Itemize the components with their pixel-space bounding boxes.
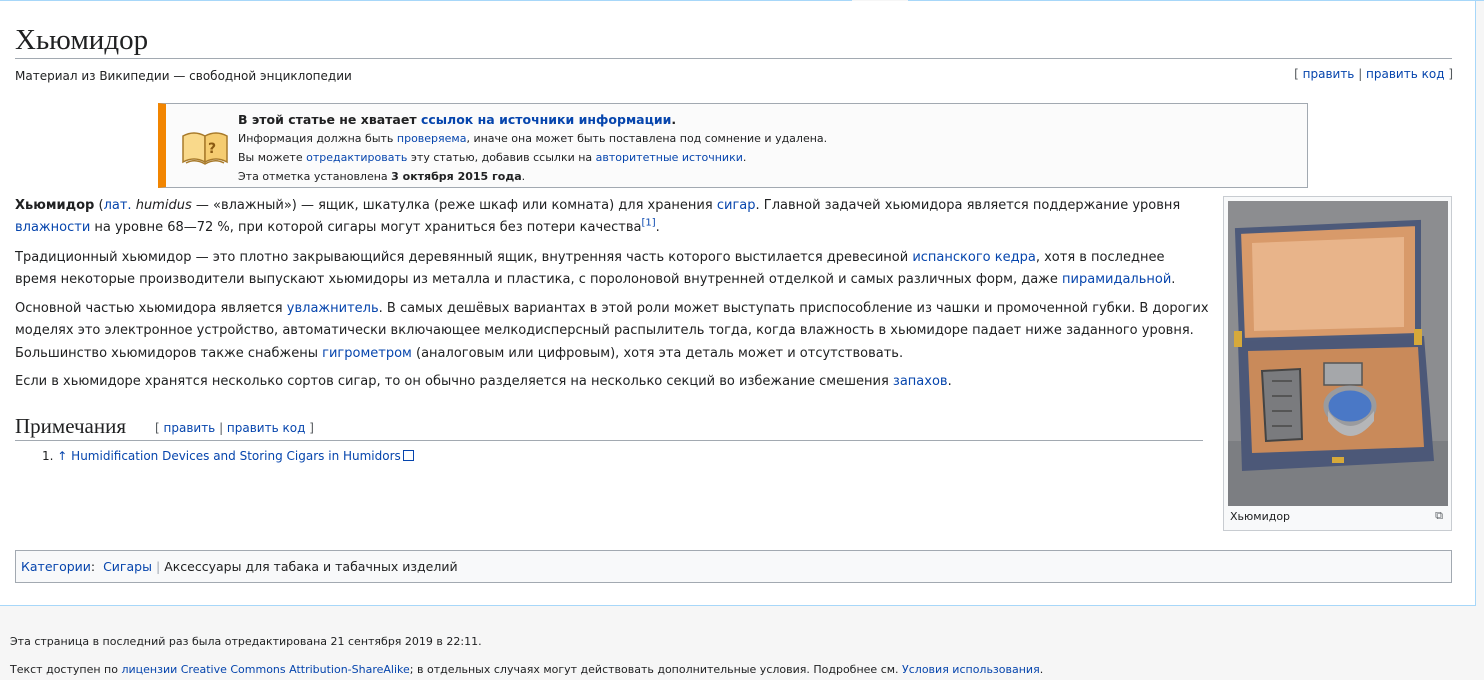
image-caption: Хьюмидор: [1230, 510, 1291, 523]
references-list: 1. ↑ Humidification Devices and Storing Cigars in Humidors: [42, 448, 414, 464]
license-link[interactable]: лицензии Creative Commons Attribution-ShareAlike: [121, 663, 410, 676]
svg-text:?: ?: [208, 141, 217, 157]
terms-link[interactable]: Условия использования: [902, 663, 1040, 676]
spanish-cedar-link[interactable]: испанского кедра: [912, 250, 1036, 265]
humidor-image[interactable]: [1228, 201, 1448, 506]
license-info: Текст доступен по лицензии Creative Commons Attribution-ShareAlike; в отдельных случаях могут действовать дополнительные условия. Подробнее см. Условия использования.: [10, 663, 1044, 676]
external-reference-link[interactable]: Humidification Devices and Storing Cigars in Humidors: [71, 449, 401, 463]
refimprove-notice: [158, 103, 1308, 188]
categories-label-link[interactable]: Категории: [21, 559, 91, 574]
page-title: Хьюмидор: [15, 24, 149, 56]
humidifier-link[interactable]: увлажнитель: [286, 301, 379, 316]
notice-text: В этой статье не хватает ссылок на источники информации. Информация должна быть проверяема, иначе она может быть поставлена под сомнение и удалена. Вы можете отредактировать эту статью, добавив ссылки на авторитетные источники. Эта отметка установлена 3 октября 2015 года.: [238, 112, 828, 183]
smells-link[interactable]: запахов: [892, 374, 948, 389]
edit-article-link[interactable]: отредактировать: [306, 151, 408, 164]
article-subject: Хьюмидор: [15, 198, 95, 213]
notes-edit-links: [ править | править код ]: [155, 421, 314, 435]
edit-code-link[interactable]: править код: [1366, 67, 1445, 81]
last-edited-info: Эта страница в последний раз была отредактирована 21 сентября 2019 в 22:11.: [10, 635, 482, 648]
reference-1-link[interactable]: [1]: [641, 218, 656, 230]
category-tobacco-accessories[interactable]: Аксессуары для табака и табачных изделий: [164, 559, 458, 574]
verifiability-link[interactable]: проверяема: [396, 132, 467, 145]
content-area: [0, 1, 1476, 606]
paragraph-3: Основной частью хьюмидора является увлажнитель. В самых дешёвых вариантах в этой роли может выступать приспособление из чашки и промоченной губки. В дорогих моделях это электронное устройство, автоматически включающее мелкодисперсный распылитель тогда, когда влажность в хьюмидоре падает ниже заданного уровня. Большинство хьюмидоров также снабжены гигрометром (аналоговым или цифровым), хотя эта деталь может и отсутствовать.: [15, 301, 1209, 361]
site-subtitle: Материал из Википедии — свободной энциклопедии: [15, 69, 352, 83]
category-cigars[interactable]: Сигары: [103, 559, 152, 574]
notes-edit-code-link[interactable]: править код: [226, 421, 306, 435]
humidor-photo: [1228, 201, 1448, 506]
external-link-icon: [403, 450, 414, 461]
notes-heading: Примечания: [15, 414, 127, 438]
notes-divider: [15, 440, 1203, 441]
cigars-link[interactable]: сигар: [716, 198, 756, 213]
notes-edit-link[interactable]: править: [163, 421, 216, 435]
title-divider: [15, 58, 1452, 59]
ref-backlink[interactable]: ↑: [57, 449, 68, 463]
pyramidal-link[interactable]: пирамидальной: [1062, 272, 1172, 288]
image-thumbnail: [1223, 196, 1452, 531]
book-question-icon: [180, 126, 230, 166]
humidity-link[interactable]: влажности: [15, 220, 91, 236]
page-edit-links: [ править | править код ]: [1294, 67, 1453, 81]
latin-link[interactable]: лат.: [103, 198, 132, 213]
paragraph-2: Традиционный хьюмидор — это плотно закрывающийся деревянный ящик, внутренняя часть которого выстилается древесиной испанского кедра, хотя в последнее время некоторые производители выпускают хьюмидоры из металла и пластика, с поролоновой внутренней отделкой и самых различных форм, даже пирамидальной.: [15, 250, 1176, 288]
reliable-sources-link[interactable]: авторитетные источники: [595, 151, 743, 164]
paragraph-4: Если в хьюмидоре хранятся несколько сортов сигар, то он обычно разделяется на несколько секций во избежание смешения запахов.: [15, 374, 952, 389]
edit-link[interactable]: править: [1302, 67, 1355, 81]
hygrometer-link[interactable]: гигрометром: [322, 345, 412, 361]
magnify-icon[interactable]: ⧉: [1435, 509, 1443, 522]
notice-date: 3 октября 2015 года: [391, 170, 522, 183]
category-links: Категории: Сигары | Аксессуары для табака и табачных изделий: [15, 550, 1452, 583]
sources-link[interactable]: ссылок на источники информации: [420, 112, 672, 127]
paragraph-1: Хьюмидор (лат. humidus — «влажный») — ящик, шкатулка (реже шкаф или комната) для хранения сигар. Главной задачей хьюмидора является поддержание уровня влажности на уровне 68—72 %, при которой сигары могут храниться без потери качества[1].: [15, 198, 1181, 236]
